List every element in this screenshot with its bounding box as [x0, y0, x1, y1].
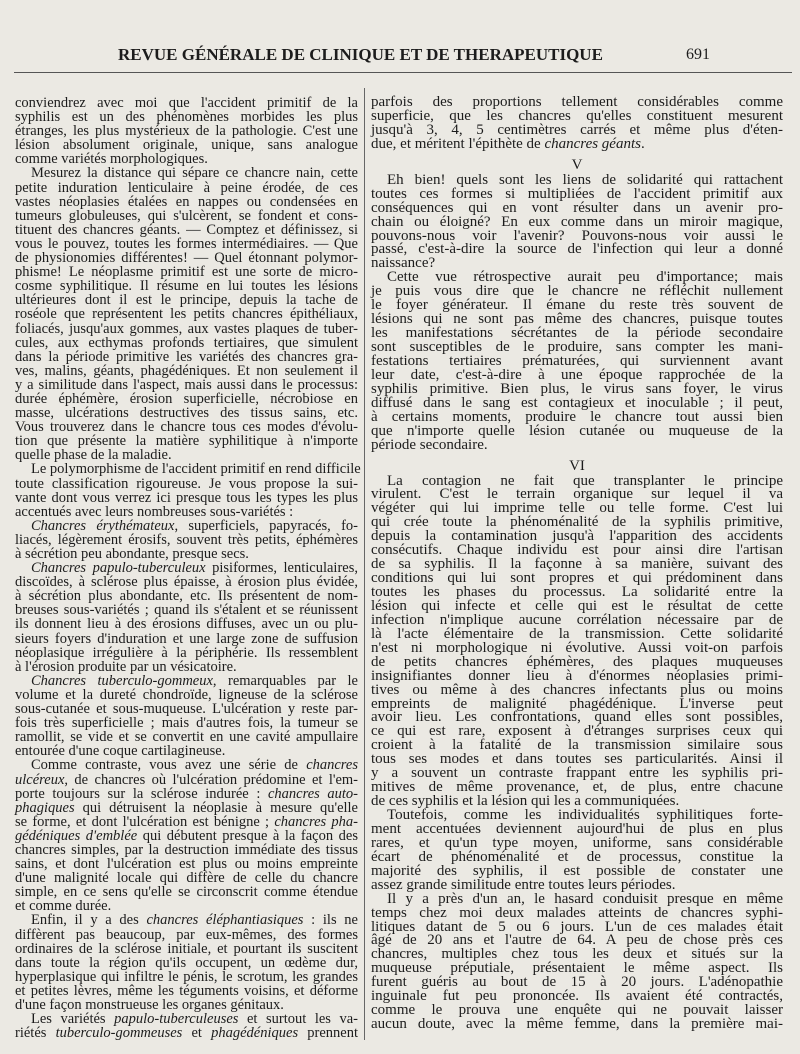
text-line: pouvons-nous voir l'avenir? Pouvons-nous voir aussi le [371, 227, 783, 244]
text-run: qui débutent presque à la façon des [137, 827, 358, 844]
text-line [15, 758, 358, 772]
text-line: dans toute la région qu'ils occupent, un œdème dur, [15, 954, 358, 971]
text-line: assez grande similitude entre toutes leurs périodes. [371, 876, 676, 893]
text-line: là l'acte élémentaire de la transmission. Cette solidarité [371, 625, 783, 642]
text-line: à sécrétion peu abondante, presque secs. [15, 546, 249, 562]
text-line: discoïdes, à sclérose plus épaisse, à érosion plus évidée, [15, 574, 358, 591]
italic-term: Chancres érythémateux [31, 517, 175, 534]
text-line [15, 815, 358, 829]
text-line: entourée d'une coque cartilagineuse. [15, 743, 226, 760]
text-line: La contagion ne fait que transplanter le principe [387, 472, 783, 489]
text-line: de physionomies différentes! — Quel étonnant polymor- [15, 250, 358, 267]
text-line: y a souvent un contraste frappant entre les syphilis pri- [371, 765, 783, 782]
text-line: chain ou éloigné? En eux comme dans un miroir magique, [371, 213, 783, 230]
text-line: que n'importe quelle lésion cutanée ou muqueuse de la [371, 422, 783, 439]
text-run: Les variétés [31, 1011, 115, 1028]
italic-term: phagédéniques [211, 1025, 299, 1042]
text-line: toutes ces formes si multipliées de l'accident primitif aux [371, 185, 783, 202]
text-line: empreints de malignité phagédénique. L'inverse peut [371, 695, 783, 712]
header-rule [14, 72, 792, 73]
text-line: fois très superficielle ; mais d'autres fois, la tumeur se [15, 715, 358, 732]
text-line: phisme! Le néoplasme primitif est une sorte de micro- [15, 264, 358, 281]
text-line: chancres, multiples chez tous les deux et situés sur la [371, 946, 783, 963]
text-line [15, 913, 358, 927]
text-line: parfois des proportions tellement considérables comme [371, 94, 783, 110]
paragraph [15, 96, 358, 166]
italic-term: phagiques [15, 799, 75, 816]
text-line: rares, et qu'un type moyen, uniforme, sans considérable [371, 834, 783, 851]
text-line: de ces syphilis et la lésion qui les a communiquées. [371, 793, 680, 810]
text-line: Toutefois, comme les individualités syphilitiques forte- [387, 807, 783, 823]
text-line [15, 1012, 358, 1026]
text-line: sont susceptibles de le produire, sans compter les mani- [371, 339, 783, 355]
text-line: à sécrétion plus abondante, etc. Ils présentent de nom- [15, 588, 358, 605]
italic-term: ulcéreux [15, 771, 65, 788]
text-line: à certains moments, produire le chancre tout aussi bien [371, 408, 783, 425]
text-line: vante dont vous verrez ici presque tous les types les plus [15, 489, 358, 506]
text-line: ultérieures dont il est le principe, depuis la tache de [15, 292, 358, 309]
italic-term: gédéniques d'emblée [15, 827, 138, 844]
page-number: 691 [686, 46, 710, 63]
text-line: virulent. C'est le terrain organique sur lequel il va [371, 486, 783, 503]
text-line: breuses sous-variétés ; quand ils s'étalent et se réunissent [15, 602, 358, 619]
text-line: ordinaires de la sclérose initiale, et pourtant ils suscitent [15, 940, 358, 957]
text-line: mitives de même provenance, et, de plus, entre chacune [371, 779, 783, 796]
text-line: Il y a près d'un an, le hasard conduisit presque en même [387, 890, 783, 907]
text-line: durée éphémère, érosion superficielle, nécrobiose en [15, 390, 358, 407]
text-run: riétés [15, 1025, 56, 1042]
text-line: infection n'implique aucune corrélation nécessaire par de [371, 611, 783, 628]
paragraph [371, 809, 783, 893]
text-line: temps chez moi deux malades atteints de chancres syphi- [371, 904, 783, 921]
text-line: festations tertiaires prématurées, qui surviennent avant [371, 352, 783, 369]
text-line: dans la période primitive les variétés des chancres gra- [15, 348, 358, 365]
text-line: petite induration lenticulaire à peine érodée, de ces [15, 179, 358, 196]
text-line: cosme syphilitique. Il résume en lui toutes les lésions [15, 278, 358, 295]
text-line [15, 773, 358, 787]
text-line: tion que présente la matière syphilitique à n'importe [15, 433, 358, 450]
paragraph [15, 674, 358, 759]
text-line [15, 561, 358, 575]
text-line: accentués avec leurs nombreuses sous-variétés : [15, 503, 294, 520]
text-line: foliacés, jusqu'aux gommes, aux vastes plaques de tuber- [15, 320, 358, 337]
text-line [15, 674, 358, 688]
text-line: étranges, les plus mystérieux de la pathologie. C'est une [15, 123, 358, 140]
text-run: due, et méritent l'épithète de [371, 135, 545, 152]
paragraph [15, 519, 358, 561]
text-line: majorité des syphilis, il est possible de constater une [371, 862, 783, 879]
text-line: conditions qui lui sont propres et qui prédominent dans [371, 570, 783, 587]
text-line: Eh bien! quels sont les liens de solidarité qui rattachent [387, 171, 783, 188]
text-line: conséquences qui en vont résulter dans un avenir pro- [371, 199, 783, 216]
text-line [15, 787, 358, 801]
italic-term: chancres [306, 757, 358, 774]
text-line: ramollit, se vide et se convertit en une cavité ampullaire [15, 729, 358, 746]
text-line: aucun doute, avec la même femme, dans la première mai- [371, 1016, 783, 1033]
text-line: n'est ni morphologique ni évolutive. Aussi voit-on parfois [371, 639, 783, 656]
text-line: liacés, légèrement érosifs, souvent très petits, éphémères [15, 531, 358, 548]
text-line: diffusé dans le sang est contagieux et inoculable ; il peut, [371, 394, 783, 411]
text-line: sieurs foyers d'induration et une large zone de suffusion [15, 630, 358, 647]
text-run: se forme, et dont l'ulcération est bénigne ; [15, 813, 275, 830]
paragraph [15, 166, 358, 462]
paragraph [15, 758, 358, 913]
text-line: Cette vue rétrospective aurait peu d'importance; mais [387, 269, 783, 286]
text-line: comme le prouva une enquête qui ne pouvait laisser [371, 1002, 783, 1019]
text-line: ce qui est rare, exposent à d'étranges surprises ceux qui [371, 723, 783, 740]
italic-term: chancres éléphantiasiques [146, 912, 304, 929]
text-line: ment accentuées deviennent aujourd'hui de plus en plus [371, 820, 783, 837]
text-line: et comme durée. [15, 898, 112, 915]
text-line: âgé de 20 ans et l'autre de 64. A peu de chose près ces [371, 932, 783, 949]
text-line: tumeurs globuleuses, qui s'ulcèrent, se fondent et cons- [15, 207, 358, 224]
text-line: insignifiantes donner lieu à d'énormes néoplasies primi- [371, 667, 783, 684]
text-run: et surtout les va- [238, 1011, 358, 1028]
text-line: syphilis est un des phénomènes morbides les plus [15, 109, 358, 126]
text-line: tous ses modes et dans toutes ses particularités. Ainsi il [371, 751, 783, 768]
text-line: Le polymorphisme de l'accident primitif en rend difficile [31, 461, 361, 478]
section-heading: VI [569, 457, 585, 474]
text-run: pisiformes, lenticulaires, [205, 560, 358, 577]
text-line: quelle phase de la maladie. [15, 447, 172, 464]
section-heading: V [571, 156, 583, 173]
paragraph [371, 890, 783, 1033]
text-line: croient à la fatalité de la transmission similaire sous [371, 737, 783, 754]
paragraph [371, 271, 783, 452]
italic-term: Chancres tuberculo-gommeux [31, 672, 213, 689]
text-line: ves, malins, géants, phagédéniques. Et non seulement il [15, 362, 358, 379]
text-line: je puis vous dire que le chancre ne réfléchit nullement [371, 283, 783, 300]
text-line [15, 519, 358, 533]
text-line: consécutifs. Chaque individu est pour ainsi dire l'artisan [371, 542, 783, 559]
text-line: lésion qui infecte et celle qui est le résultat de cette [371, 597, 783, 614]
text-line: simple, en ce sens qu'elle se circonscrit comme étendue [15, 884, 358, 901]
text-line: depuis la contamination jusqu'à l'apparition des accidents [371, 528, 783, 545]
text-line: superficie, que les chancres qu'elles constituent mesurent [371, 107, 783, 124]
text-line: de petits chancres éphémères, des plaques muqueuses [371, 653, 783, 670]
text-line: et petites lèvres, même les téguments voisins, et déforme [15, 982, 358, 999]
paragraph [15, 1012, 358, 1040]
text-line: muqueuse préputiale, présentaient le même aspect. Ils [371, 960, 783, 977]
text-run: , superficiels, papyracés, fo- [174, 517, 358, 534]
column-divider [364, 88, 365, 1040]
text-line: volume et la dureté chondroïde, ligneuse de la sclérose [15, 686, 358, 703]
text-line: vous le pouvez, toutes les formes intermédiaires. — Que [15, 235, 358, 252]
paragraph [371, 171, 783, 272]
text-line: passé, c'est-à-dire la source de l'infection qui leur a donné [371, 241, 783, 258]
text-line: vastes néoplasies étalées en nappes ou condensées en [15, 193, 358, 210]
text-line: tituent des chancres géants. — Comptez et définissez, si [15, 221, 358, 238]
text-line: qui crée toute la phénoménalité de la syphilis primitive, [371, 514, 783, 531]
italic-term: chancres pha- [274, 813, 358, 830]
text-run: Comme contraste, vous avez une série de [31, 757, 307, 774]
paragraph [15, 913, 358, 1012]
text-line: avoir lieu. Les confrontations, quand elles sont possibles, [371, 709, 783, 726]
text-line [15, 1026, 358, 1040]
text-line: conviendrez avec moi que l'accident primitif de la [15, 95, 358, 111]
italic-term: tuberculo-gommeuses [55, 1025, 183, 1042]
text-line: Vous trouverez dans le chancre tous ces modes d'évolu- [15, 419, 358, 436]
text-line: ils donnent lieu à des érosions diffuses, avec un ou plu- [15, 616, 358, 633]
text-line: néoplasique irrégulière à la périphérie. Ils ressemblent [15, 644, 358, 661]
italic-term: chancres géants [544, 135, 641, 152]
text-line: sous-cutanée et sous-muqueuse. L'ulcération y reste par- [15, 701, 358, 718]
text-line: à l'érosion produite par un vésicatoire. [15, 658, 237, 675]
text-line: cules, aux ecthymas profonds tertiaires, que simulent [15, 334, 358, 351]
text-line: écart de phénoménalité et de processus, constitue la [371, 848, 783, 865]
text-line: masse, ulcérations destructives des tissus sains, etc. [15, 405, 358, 422]
text-line [15, 829, 358, 843]
text-run: : ils ne [303, 912, 358, 929]
text-line: lésions qui ne sont pas même des chancres, puisque toutes [371, 311, 783, 328]
text-line: toutes les phases du processus. La solidarité entre la [371, 584, 783, 600]
text-line: les manifestations sécrétantes de la période secondaire [371, 325, 783, 342]
text-line: naissance? [371, 255, 436, 272]
text-line: leur date, c'est-à-dire à une époque rapprochée de la [371, 366, 783, 383]
text-line: diffèrent pas beaucoup, par eux-mêmes, des formes [15, 926, 358, 943]
text-run: prennent [298, 1025, 358, 1042]
text-line: syphilis primitive. Bien plus, le virus sans foyer, le virus [371, 380, 783, 397]
text-line: y a similitude dans l'aspect, mais aussi dans le processus: [15, 376, 358, 393]
paragraph [371, 96, 783, 152]
text-line: lésion absolument originale, unique, sans analogue [15, 137, 358, 154]
text-run: et [182, 1025, 212, 1042]
text-line: comme variétés morphologiques. [15, 151, 208, 168]
text-run: , de chancres où l'ulcération prédomine et l'em- [64, 771, 358, 788]
text-line: de sa syphilis. Il la façonne à sa manière, suivant des [371, 556, 783, 573]
text-line: hyperplasique qui infiltre le pénis, le scrotum, les grandes [15, 968, 358, 985]
paragraph [15, 561, 358, 674]
text-line: période secondaire. [371, 436, 488, 453]
text-line: d'une façon monstrueuse les organes génitaux. [15, 997, 284, 1013]
text-line: furent guéris au bout de 15 à 20 jours. L'adénopathie [371, 974, 783, 991]
italic-term: chancres auto- [267, 785, 358, 802]
text-line: tives ou même à des chancres infectants plus ou moins [371, 681, 783, 698]
text-line: Mesurez la distance qui sépare ce chancre nain, cette [31, 165, 358, 182]
text-line [371, 135, 783, 152]
text-line: roséole que représentent les petits chancres épithéliaux, [15, 306, 358, 323]
text-line: jusqu'à 3, 4, 5 centimètres carrés et même plus d'éten- [371, 121, 783, 138]
text-line: litiques datant de 5 ou 6 jours. L'un de ces malades était [371, 918, 783, 935]
paragraph [15, 461, 361, 520]
running-head-title: REVUE GÉNÉRALE DE CLINIQUE ET DE THERAPEUTIQUE [118, 45, 603, 64]
text-run: qui détruisent la néoplasie à mesure qu'elle [74, 799, 358, 816]
text-line: toute classification rigoureuse. Je vous propose la sui- [15, 475, 358, 492]
text-run: porte toujours sur la sclérose indurée : [15, 785, 268, 802]
text-line: sains, et dont l'ulcération est plus ou moins empreinte [15, 856, 358, 873]
italic-term: Chancres papulo-tuberculeux [31, 560, 206, 577]
paragraph [371, 472, 783, 810]
text-line [15, 801, 358, 815]
left-column [15, 95, 361, 1042]
text-run: . [640, 135, 645, 152]
italic-term: papulo-tuberculeuses [114, 1011, 239, 1028]
right-column [371, 96, 783, 1032]
text-run: , remarquables par le [212, 672, 358, 689]
text-line: le foyer générateur. Il émane du reste très souvent de [371, 297, 783, 314]
text-line: végéter qui lui imprime telle ou telle forme. C'est lui [371, 500, 783, 517]
text-line: inguinale fut peu prononcée. Ils avaient été contractés, [371, 988, 783, 1005]
text-line: chancres simples, par la destruction immédiate des tissus [15, 841, 358, 858]
text-run: Enfin, il y a des [31, 912, 147, 929]
text-line: d'une malignité locale qui diffère de celle du chancre [15, 870, 358, 887]
